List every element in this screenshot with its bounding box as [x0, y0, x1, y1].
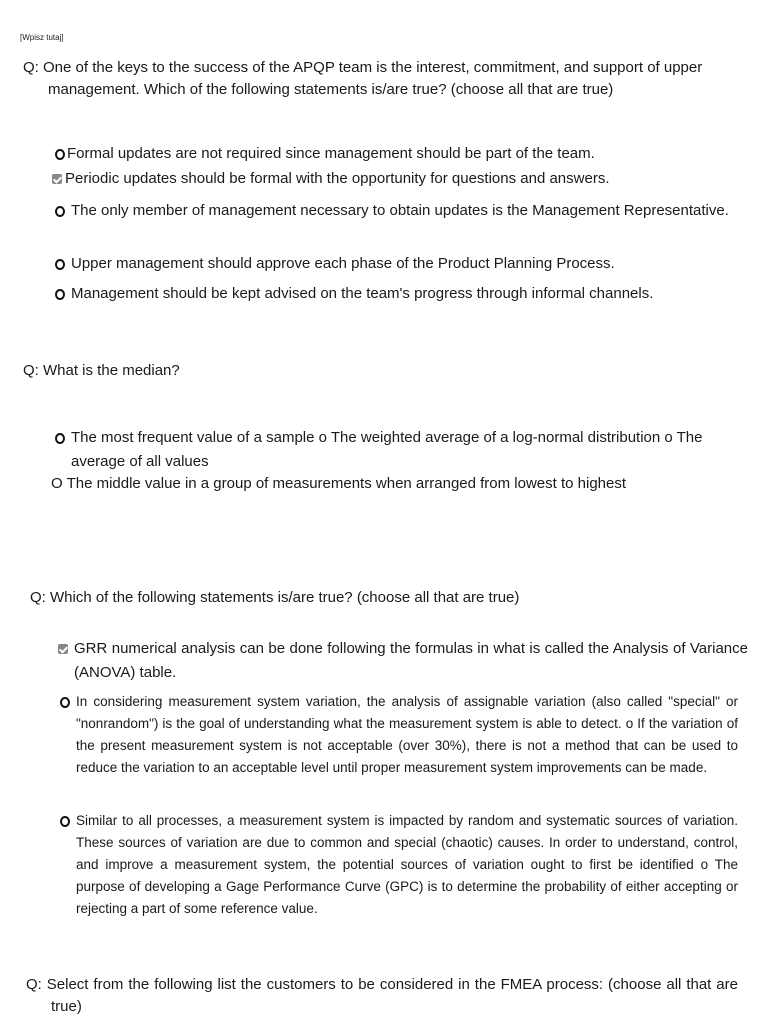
q2-option-1[interactable]: The most frequent value of a sample o The weighted average of a log-normal distribution o The average of all values	[53, 426, 748, 474]
q1-option-3[interactable]: The only member of management necessary to obtain updates is the Management Representative.	[53, 199, 748, 224]
q1-option-5[interactable]: Management should be kept advised on the team's progress through informal channels.	[53, 282, 748, 307]
question-4	[26, 974, 738, 1018]
question-4-text: Q: Select from the following list the customers to be considered in the FMEA process: (choose all that are true)	[26, 976, 738, 1015]
question-3	[30, 587, 749, 609]
checkbox-checked-icon	[58, 644, 68, 654]
radio-circle-icon	[58, 691, 76, 714]
question-1	[23, 57, 749, 101]
question-3-text: Q: Which of the following statements is/are true? (choose all that are true)	[30, 589, 520, 606]
question-2-text: Q: What is the median?	[23, 362, 180, 379]
q3-option-2[interactable]: In considering measurement system variation, the analysis of assignable variation (also called "special" or "nonrandom") is the goal of understanding what the measurement system is able to detect. o If the variation of the present measurement system is not acceptable (over 30%), there is not a method that can be used to reduce the variation to an acceptable level until proper measurement system improvements can be made.	[58, 691, 738, 779]
question-2	[23, 360, 749, 382]
q1-option-1[interactable]: Formal updates are not required since management should be part of the team.	[53, 142, 748, 167]
radio-circle-icon	[53, 426, 67, 451]
page-header: [Wpisz tutaj]	[20, 33, 64, 42]
q1-option-2[interactable]: Periodic updates should be formal with the opportunity for questions and answers.	[52, 167, 748, 191]
radio-circle-icon	[53, 282, 67, 307]
radio-circle-icon	[58, 810, 76, 833]
question-1-text: Q: One of the keys to the success of the APQP team is the interest, commitment, and support of upper management. Which of the following statements is/are true? (choose all that are true)	[23, 59, 703, 98]
checkbox-checked-icon	[52, 174, 62, 184]
q2-option-2[interactable]: O The middle value in a group of measurements when arranged from lowest to highest	[51, 475, 627, 492]
q3-option-1[interactable]: GRR numerical analysis can be done following the formulas in what is called the Analysis of Variance (ANOVA) table.	[58, 637, 748, 685]
radio-circle-icon	[53, 252, 67, 277]
radio-circle-icon	[53, 199, 67, 224]
q1-option-4[interactable]: Upper management should approve each phase of the Product Planning Process.	[53, 252, 748, 277]
radio-circle-icon	[53, 142, 67, 167]
q3-option-3[interactable]: Similar to all processes, a measurement system is impacted by random and systematic sources of variation. These sources of variation are due to common and special (chaotic) causes. In order to understand, control, and improve a measurement system, the potential sources of variation ought to first be identified o The purpose of developing a Gage Performance Curve (GPC) is to determine the probability of either accepting or rejecting a part of some reference value.	[58, 810, 738, 920]
